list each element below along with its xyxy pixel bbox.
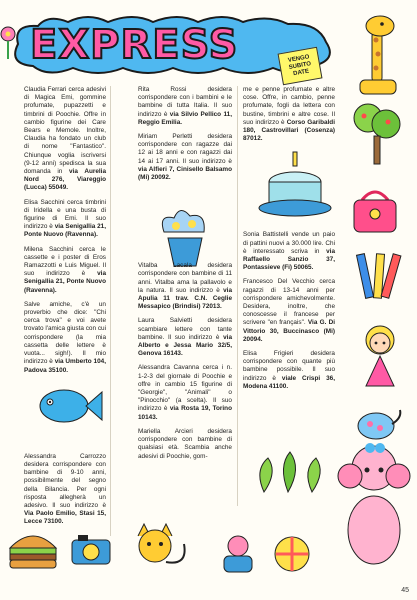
flower-icon xyxy=(0,22,20,62)
column-right xyxy=(243,86,335,397)
letter-entry: Claudia Ferrari cerca adesivi di Magica Emi, gommine profumate, pupazzetti e timbrini di Poochie. Offre in cambio figurine dei Care Bears e Memole. Inoltre, Claudia ha fondato un club di nome "Fantastico". Chiunque voglia iscriversi (9-12 anni) spedisca la sua domanda in via Aurelia Nord 276, Viareggio (Lucca) 55049. xyxy=(24,86,106,192)
column-divider xyxy=(237,86,238,506)
letter-entry: Elisa Sacchini cerca timbrini di Iridella e una busta di figurine di Emi. Il suo indirizzo è via Senigallia 21, Ponte Nuovo (Ravenna). xyxy=(24,198,107,239)
letter-entry: Mariella Arcieri desidera corrispondere con bambine di qualsiasi età. Scambia anche adesivi di Poochie, gom- xyxy=(138,427,232,460)
stamp-badge xyxy=(278,47,323,85)
letter-entry: Laura Salvietti desidera scambiare lettere con tante bambine. Il suo indirizzo è via Alberto e Jessa Mario 32/5, Genova 16143. xyxy=(138,317,232,358)
letter-entry: Milena Sacchini cerca le cassette e i poster di Eros Ramazzotti e Luis Miguel. Il suo indirizzo è via Senigallia 21, Ponte Nuovo (Ravenna). xyxy=(24,245,106,294)
letter-entry: Sonia Battistelli vende un paio di pattini nuovi a 30.000 lire. Chi è interessato scriva in via Raffaello Sanzio 37, Pontassieve (Fi) 50065. xyxy=(243,231,335,272)
column-divider xyxy=(110,86,111,536)
letter-entry: Alessandra Cavanna cerca i n. 1-2-3 del giornale di Poochie e offre in cambio 15 figurine di "Georgie", "Animali" o "Pinocchio" (a scelta). Il suo indirizzo è via Rosta 19, Torino 10143. xyxy=(138,364,232,421)
handbag-icon xyxy=(348,182,403,237)
poodle-dog-icon xyxy=(330,440,416,580)
stamp-text: VENGO SUBITO DATE xyxy=(287,53,312,77)
pencils-icon xyxy=(355,250,405,305)
letter-entry: Alessandra Carrozzo desidera corrispondere con bambine di 9-10 anni, possibilmente del segno della Bilancia. Per ogni risposta allegherà un adesivo. Il suo indirizzo è Via Paolo Emilio, Stasi 15, Lecce 73100. xyxy=(24,452,106,526)
column-middle xyxy=(138,86,232,467)
tree-icon xyxy=(350,96,405,166)
letter-entry: Salve amiche, c'è un proverbio che dice: "Chi cerca trova" e voi avete trovato l'amica giusta con cui corrispondere (la mia cassetta delle lettere è vuota... sigh!). Il mio indirizzo è via Umberto 104, Padova 35100. xyxy=(24,300,106,374)
letter-entry: Vitalba Lacala desidera corrispondere con bambine di 11 anni. Vitalba ama la pallavolo e la natura. Il suo indirizzo è via Apulia 11 trav. C.N. Ceglie Messapico (Brindisi) 72013. xyxy=(138,262,232,311)
column-left xyxy=(24,86,106,533)
camera-icon xyxy=(70,532,112,566)
letter-entry: me e penne profumate e altre cose. Offre, in cambio, penne profumate, fogli da lettera con bustine, timbrini e altre cose. Il suo indirizzo è Corso Garibaldi 180, Castrovillari (Cosenza) 87012. xyxy=(243,86,335,143)
giraffe-icon xyxy=(348,10,408,98)
letter-entry: Rita Rossi desidera corrispondere con i bambini e le bambine di tutta Italia. Il suo indirizzo è via Silvio Pellico 11, Reggio Emilia. xyxy=(138,86,233,126)
express-title: EXPRESS xyxy=(30,22,239,68)
cat-icon xyxy=(128,522,194,574)
express-banner xyxy=(8,14,338,76)
page-number: 45 xyxy=(401,587,409,594)
hamburger-icon xyxy=(6,528,60,572)
letter-entry: Elisa Frigieri desidera corrispondere con quante più bambine possibile. Il suo indirizzo è viale Crispi 36, Modena 41100. xyxy=(243,350,335,390)
letter-entry: Miriam Perletti desidera corrispondere con ragazze dai 12 ai 18 anni e con ragazzi dai 14 ai 17 anni. Il suo indirizzo è via Alfieri 7, Cinisello Balsamo (Mi) 20092. xyxy=(138,133,232,182)
doll-girl-icon xyxy=(352,322,408,392)
toy-character-icon xyxy=(214,532,262,576)
ball-icon xyxy=(272,534,312,574)
teapot-icon xyxy=(352,402,404,442)
sprouts-icon xyxy=(250,448,328,498)
letter-entry: Francesco Del Vecchio cerca ragazzi di 13-14 anni per corrispondere amichevolmente. Desidera, inoltre, che conoscesse il francese per scrivere "en français". Via G. Di Vittorio 30, Buccinasco (Mi) 20094. xyxy=(243,278,336,343)
